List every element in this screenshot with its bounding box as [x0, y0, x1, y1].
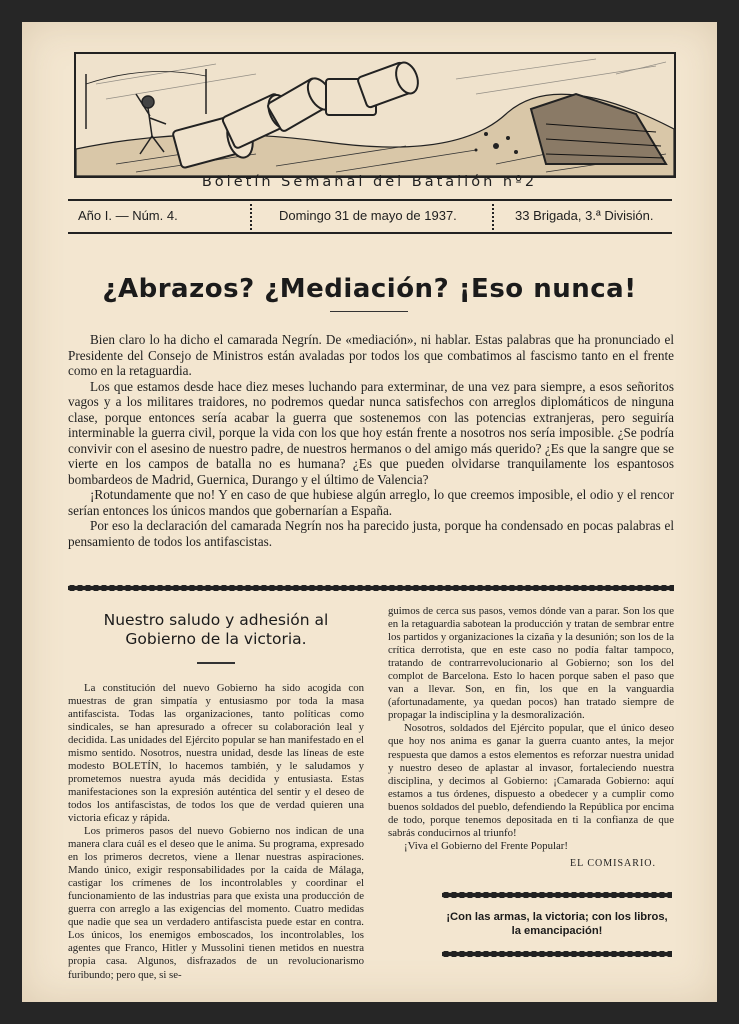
issue-date: Domingo 31 de mayo de 1937.	[279, 208, 457, 223]
illustration-drawing	[76, 54, 674, 176]
chain-divider	[68, 584, 674, 592]
info-separator	[492, 204, 496, 234]
main-paragraph: ¡Rotundamente que no! Y en caso de que hubiese algún arreglo, lo que creemos imposible, el odio y el rencor serían entonces los únicos mandos que gobernarían a España.	[68, 487, 674, 518]
second-article-left-text	[68, 682, 364, 982]
article-paragraph: Nosotros, soldados del Ejército popular, que el único deseo que hoy nos anima es ganar la guerra cuanto antes, la mejor respuesta que damos a estos elementos es reforzar nuestra unidad y nuestro deseo de aplastar al invasor, fortaleciendo nuestra disciplina, y decimos al Gobierno: ¡Camarada Gobierno: aquí estamos a tus órdenes, dispuesto a obedecer y a cumplir como buenos soldados del pueblo, defendiendo la República por encima de todo, porque tenemos depositada en ti la confianza de que sabrás conducirnos al triunfo!	[388, 722, 674, 839]
second-article-title: Nuestro saludo y adhesión al Gobierno de la victoria.	[103, 611, 329, 648]
article-paragraph: guimos de cerca sus pasos, vemos dónde van a parar. Son los que en la retaguardia sabotean la producción y tratan de sembrar entre los partidos y organizaciones la cizaña y la desunión; son los de la crítica derrotista, que en este caso no podía faltar tampoco, tratando de contrarrevolucionario al Gobierno; son los del complot de Barcelona. Esto lo hacen porque saben el paso que van a llevar. Son, en fin, los que en la vanguardia (afortunadamente, ya quedan pocos) han tratado siempre de propagar la indisciplina y la desmoralización.	[388, 605, 674, 722]
main-article	[68, 332, 674, 549]
issue-number: Año I. — Núm. 4.	[78, 208, 178, 223]
newspaper-page	[22, 22, 717, 1002]
subtitle-divider	[197, 662, 235, 664]
slogan-chain-top	[442, 891, 672, 899]
main-paragraph: Los que estamos desde hace diez meses luchando para exterminar, de una vez para siempre, a esos señoritos vagos y a los militares traidores, no podremos quedar nunca satisfechos con arreglos diplomáticos de ninguna clase, porque entonces sería acabar la guerra que sostenemos con las potencias extranjeras, pero seguiría interminable la guerra civil, porque la vida con los que hoy están frente a nosotros nos sería imposible. ¿Se podría convivir con el asesino de nuestro padre, de nuestros hermanos o del amigo más querido? ¿Es que la sangre que se vierte en los campos de batalla no es humana? ¿Es que pueden olvidarse tranquilamente los espantosos bombardeos de Madrid, Guernica, Durango y el último de Valencia?	[68, 378, 674, 487]
article-paragraph: La constitución del nuevo Gobierno ha sido acogida con muestras de gran simpatía y entusiasmo por toda la masa antifascista. Todas las organizaciones, tanto políticas como sindicales, se han apresurado a ofrecer su colaboración leal y decidida. Las unidades del Ejército popular se han manifestado en el mismo sentido. Nosotros, nuestra unidad, desde las líneas de este modesto BOLETÍN, lo hacemos también, y le saludamos y prometemos nuestra ayuda más decidida y entusiasta. Estas manifestaciones son la expresión auténtica del sentir y el deseo de todos los antifascistas, de todos los que de verdad quieren una victoria eficaz y rápida.	[68, 681, 364, 824]
slogan-text: ¡Con las armas, la victoria; con los libros, la emancipación!	[446, 911, 668, 937]
right-column	[388, 605, 674, 870]
article-paragraph: ¡Viva el Gobierno del Frente Popular!	[404, 839, 568, 852]
second-article-right-text	[388, 605, 674, 853]
article-paragraph: Los primeros pasos del nuevo Gobierno nos indican de una manera clara cuál es el deseo que le anima. Su programa, expresado en los primeros decretos, viene a llenar nuestras aspiraciones. Mando único, exigir responsabilidades por la caída de Málaga, castigar los crímenes de los incontrolables y coordinar el funcionamiento de las industrias para que exista una producción de guerra con arreglo a las exigencias del momento. Cuatro medidas que nadie que sea un verdadero antifascista puede estar en contra. Los únicos, los enemigos emboscados, los incontrolables, los agentes que Franco, Hitler y Mussolini tienen metidos en nuestra propia casa. Algunos, disfrazados de un revolucionarismo furibundo; pero que, si se-	[68, 825, 364, 981]
illustration-tanks-and-soldier	[74, 52, 676, 178]
masthead-rule-top	[68, 199, 672, 207]
headline-divider	[330, 311, 408, 312]
left-column	[68, 605, 364, 982]
masthead-rule-bottom	[68, 232, 672, 240]
main-paragraph: Por eso la declaración del camarada Negrín nos ha parecido justa, porque ha condensado en pocas palabras el pensamiento de todos los antifascistas.	[68, 518, 674, 549]
main-headline: ¿Abrazos? ¿Mediación? ¡Eso nunca!	[102, 274, 637, 304]
military-unit: 33 Brigada, 3.ª División.	[515, 208, 654, 223]
main-paragraph: Bien claro lo ha dicho el camarada Negrín. De «mediación», ni hablar. Estas palabras que ha pronunciado el Presidente del Consejo de Ministros están avaladas por todos los que combatimos al fascismo tanto en el frente como en la retaguardia.	[68, 332, 674, 378]
info-separator	[250, 204, 254, 234]
slogan-chain-bottom	[442, 950, 672, 958]
article-signature: EL COMISARIO.	[570, 857, 656, 869]
masthead-title: Boletín Semanal del Batallón nº2	[201, 174, 538, 190]
